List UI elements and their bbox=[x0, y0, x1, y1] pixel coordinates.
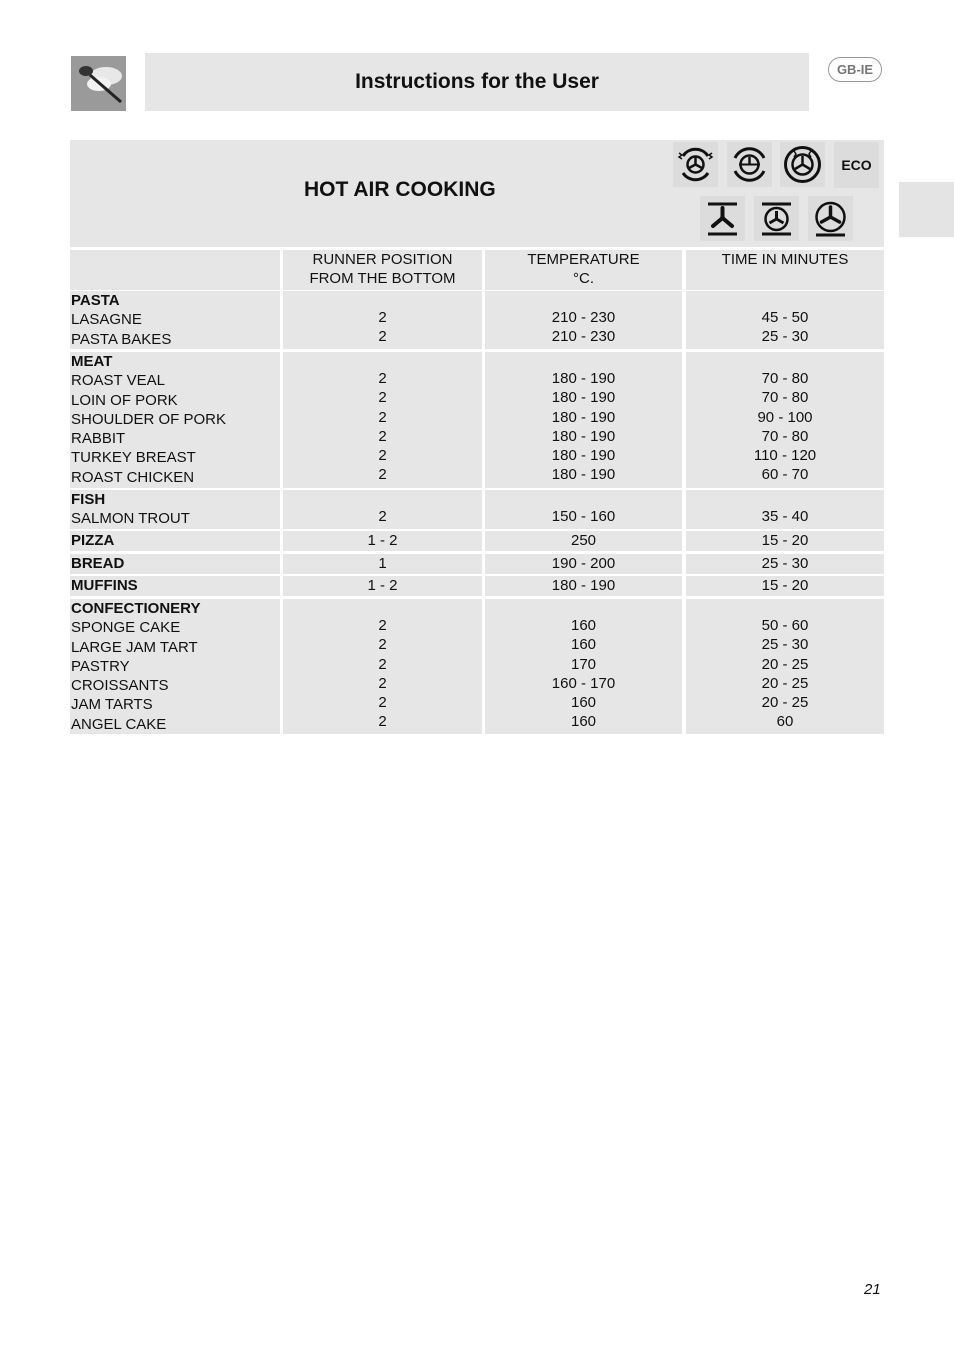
group-fish-names bbox=[70, 490, 280, 529]
runner-value: 2 bbox=[378, 636, 387, 654]
fan-grill-top-icon bbox=[673, 142, 718, 187]
runner-value: 2 bbox=[378, 466, 387, 484]
time-value: 45 - 50 bbox=[761, 309, 809, 326]
runner-value: 1 - 2 bbox=[367, 532, 398, 549]
time-value: 60 bbox=[776, 713, 794, 731]
fan-bottom-heat-icon bbox=[700, 196, 745, 241]
fan-grill-full-icon bbox=[780, 142, 825, 187]
food-name: SPONGE CAKE bbox=[71, 619, 181, 637]
food-name: LARGE JAM TART bbox=[71, 638, 198, 656]
temp-value: 210 - 230 bbox=[551, 328, 616, 346]
time-value: 20 - 25 bbox=[761, 655, 809, 673]
food-name: PASTA BAKES bbox=[71, 330, 172, 348]
runner-value: 2 bbox=[378, 427, 387, 445]
time-value: 25 - 30 bbox=[761, 555, 809, 572]
time-value: 15 - 20 bbox=[761, 577, 809, 594]
time-value: 90 - 100 bbox=[757, 408, 813, 426]
runner-value: 2 bbox=[378, 713, 387, 731]
temp-value: 160 bbox=[570, 617, 597, 634]
runner-value: 2 bbox=[378, 655, 387, 673]
time-value: 25 - 30 bbox=[761, 636, 809, 654]
temp-value: 180 - 190 bbox=[551, 466, 616, 484]
side-tab bbox=[899, 182, 954, 237]
row-pizza-temp bbox=[485, 531, 682, 551]
time-value: 70 - 80 bbox=[761, 427, 809, 445]
temp-value: 180 - 190 bbox=[551, 389, 616, 407]
group-fish-time bbox=[686, 490, 884, 529]
time-value: 20 - 25 bbox=[761, 694, 809, 712]
food-name: LASAGNE bbox=[71, 311, 142, 329]
header-cell-runner bbox=[283, 250, 482, 290]
header-cell-temperature bbox=[485, 250, 682, 290]
page-number: 21 bbox=[864, 1281, 881, 1298]
runner-value: 2 bbox=[378, 408, 387, 426]
category-label: BREAD bbox=[71, 555, 125, 572]
temp-value: 160 - 170 bbox=[551, 674, 616, 692]
temp-value: 170 bbox=[570, 655, 597, 673]
row-pizza-runner bbox=[283, 531, 482, 551]
runner-value: 2 bbox=[378, 694, 387, 712]
temp-value: 160 bbox=[570, 713, 597, 731]
category-label: PASTA bbox=[71, 292, 120, 309]
time-value: 20 - 25 bbox=[761, 674, 809, 692]
row-muffins-time bbox=[686, 576, 884, 596]
header-cell-time bbox=[686, 250, 884, 290]
fan-circular-heat-icon bbox=[754, 196, 799, 241]
row-bread-runner bbox=[283, 554, 482, 574]
time-value: 70 - 80 bbox=[761, 389, 809, 407]
runner-value: 2 bbox=[378, 309, 387, 326]
runner-header-line1: RUNNER POSITION bbox=[312, 251, 453, 268]
row-bread-name bbox=[70, 554, 280, 574]
runner-value: 1 - 2 bbox=[367, 577, 398, 594]
row-muffins-runner bbox=[283, 576, 482, 596]
runner-value: 1 bbox=[378, 555, 387, 572]
fan-assisted-icon bbox=[808, 196, 853, 241]
temp-value: 160 bbox=[570, 636, 597, 654]
runner-value: 2 bbox=[378, 508, 387, 525]
group-meat-temp bbox=[485, 352, 682, 488]
header-cell-food bbox=[70, 250, 280, 290]
fan-grill-middle-icon bbox=[727, 142, 772, 187]
food-name: ANGEL CAKE bbox=[71, 715, 167, 733]
group-pasta-runner bbox=[283, 291, 482, 349]
time-value: 70 - 80 bbox=[761, 370, 809, 387]
header-title: Instructions for the User bbox=[355, 70, 599, 93]
temp-value: 210 - 230 bbox=[551, 309, 616, 326]
group-confectionery-temp bbox=[485, 599, 682, 734]
chef-logo-icon bbox=[71, 56, 126, 111]
category-label: FISH bbox=[71, 491, 106, 508]
group-confectionery-time bbox=[686, 599, 884, 734]
row-pizza-time bbox=[686, 531, 884, 551]
runner-value: 2 bbox=[378, 328, 387, 346]
group-confectionery-names bbox=[70, 599, 280, 734]
temp-value: 180 - 190 bbox=[551, 577, 616, 594]
runner-value: 2 bbox=[378, 389, 387, 407]
row-muffins-temp bbox=[485, 576, 682, 596]
temp-value: 160 bbox=[570, 694, 597, 712]
food-name: ROAST CHICKEN bbox=[71, 468, 195, 486]
time-header: TIME IN MINUTES bbox=[721, 251, 849, 268]
time-value: 35 - 40 bbox=[761, 508, 809, 525]
table-title: HOT AIR COOKING bbox=[304, 178, 496, 201]
temperature-header-line2: °C. bbox=[573, 270, 594, 288]
group-fish-temp bbox=[485, 490, 682, 529]
row-bread-temp bbox=[485, 554, 682, 574]
food-name: SHOULDER OF PORK bbox=[71, 410, 227, 428]
runner-header-line2: FROM THE BOTTOM bbox=[309, 270, 456, 288]
food-name: SALMON TROUT bbox=[71, 510, 190, 528]
header-bar bbox=[145, 53, 809, 111]
time-value: 110 - 120 bbox=[753, 447, 817, 465]
time-value: 60 - 70 bbox=[761, 466, 809, 484]
category-label: MEAT bbox=[71, 353, 113, 370]
group-pasta-temp bbox=[485, 291, 682, 349]
time-value: 50 - 60 bbox=[761, 617, 809, 634]
temp-value: 190 - 200 bbox=[551, 555, 616, 572]
group-meat-names bbox=[70, 352, 280, 488]
food-name: CROISSANTS bbox=[71, 677, 169, 695]
group-meat-runner bbox=[283, 352, 482, 488]
temperature-header-line1: TEMPERATURE bbox=[527, 251, 640, 268]
temp-value: 180 - 190 bbox=[551, 427, 616, 445]
group-fish-runner bbox=[283, 490, 482, 529]
row-pizza-name bbox=[70, 531, 280, 551]
temp-value: 180 - 190 bbox=[551, 370, 616, 387]
category-label: CONFECTIONERY bbox=[71, 600, 201, 617]
runner-value: 2 bbox=[378, 447, 387, 465]
runner-value: 2 bbox=[378, 617, 387, 634]
runner-value: 2 bbox=[378, 674, 387, 692]
group-pasta-names bbox=[70, 291, 280, 349]
food-name: PASTRY bbox=[71, 657, 130, 675]
temp-value: 150 - 160 bbox=[551, 508, 616, 525]
row-bread-time bbox=[686, 554, 884, 574]
category-label: MUFFINS bbox=[71, 577, 138, 594]
language-badge: GB-IE bbox=[828, 57, 882, 82]
food-name: ROAST VEAL bbox=[71, 372, 165, 390]
group-pasta-time bbox=[686, 291, 884, 349]
row-muffins-name bbox=[70, 576, 280, 596]
temp-value: 180 - 190 bbox=[551, 408, 616, 426]
runner-value: 2 bbox=[378, 370, 387, 387]
food-name: JAM TARTS bbox=[71, 696, 153, 714]
food-name: RABBIT bbox=[71, 430, 126, 448]
category-label: PIZZA bbox=[71, 532, 115, 549]
group-meat-time bbox=[686, 352, 884, 488]
food-name: LOIN OF PORK bbox=[71, 391, 178, 409]
temp-value: 180 - 190 bbox=[551, 447, 616, 465]
time-value: 25 - 30 bbox=[761, 328, 809, 346]
group-confectionery-runner bbox=[283, 599, 482, 734]
food-name: TURKEY BREAST bbox=[71, 449, 196, 467]
time-value: 15 - 20 bbox=[761, 532, 809, 549]
eco-mode-icon: ECO bbox=[834, 142, 879, 188]
temp-value: 250 bbox=[570, 532, 597, 549]
